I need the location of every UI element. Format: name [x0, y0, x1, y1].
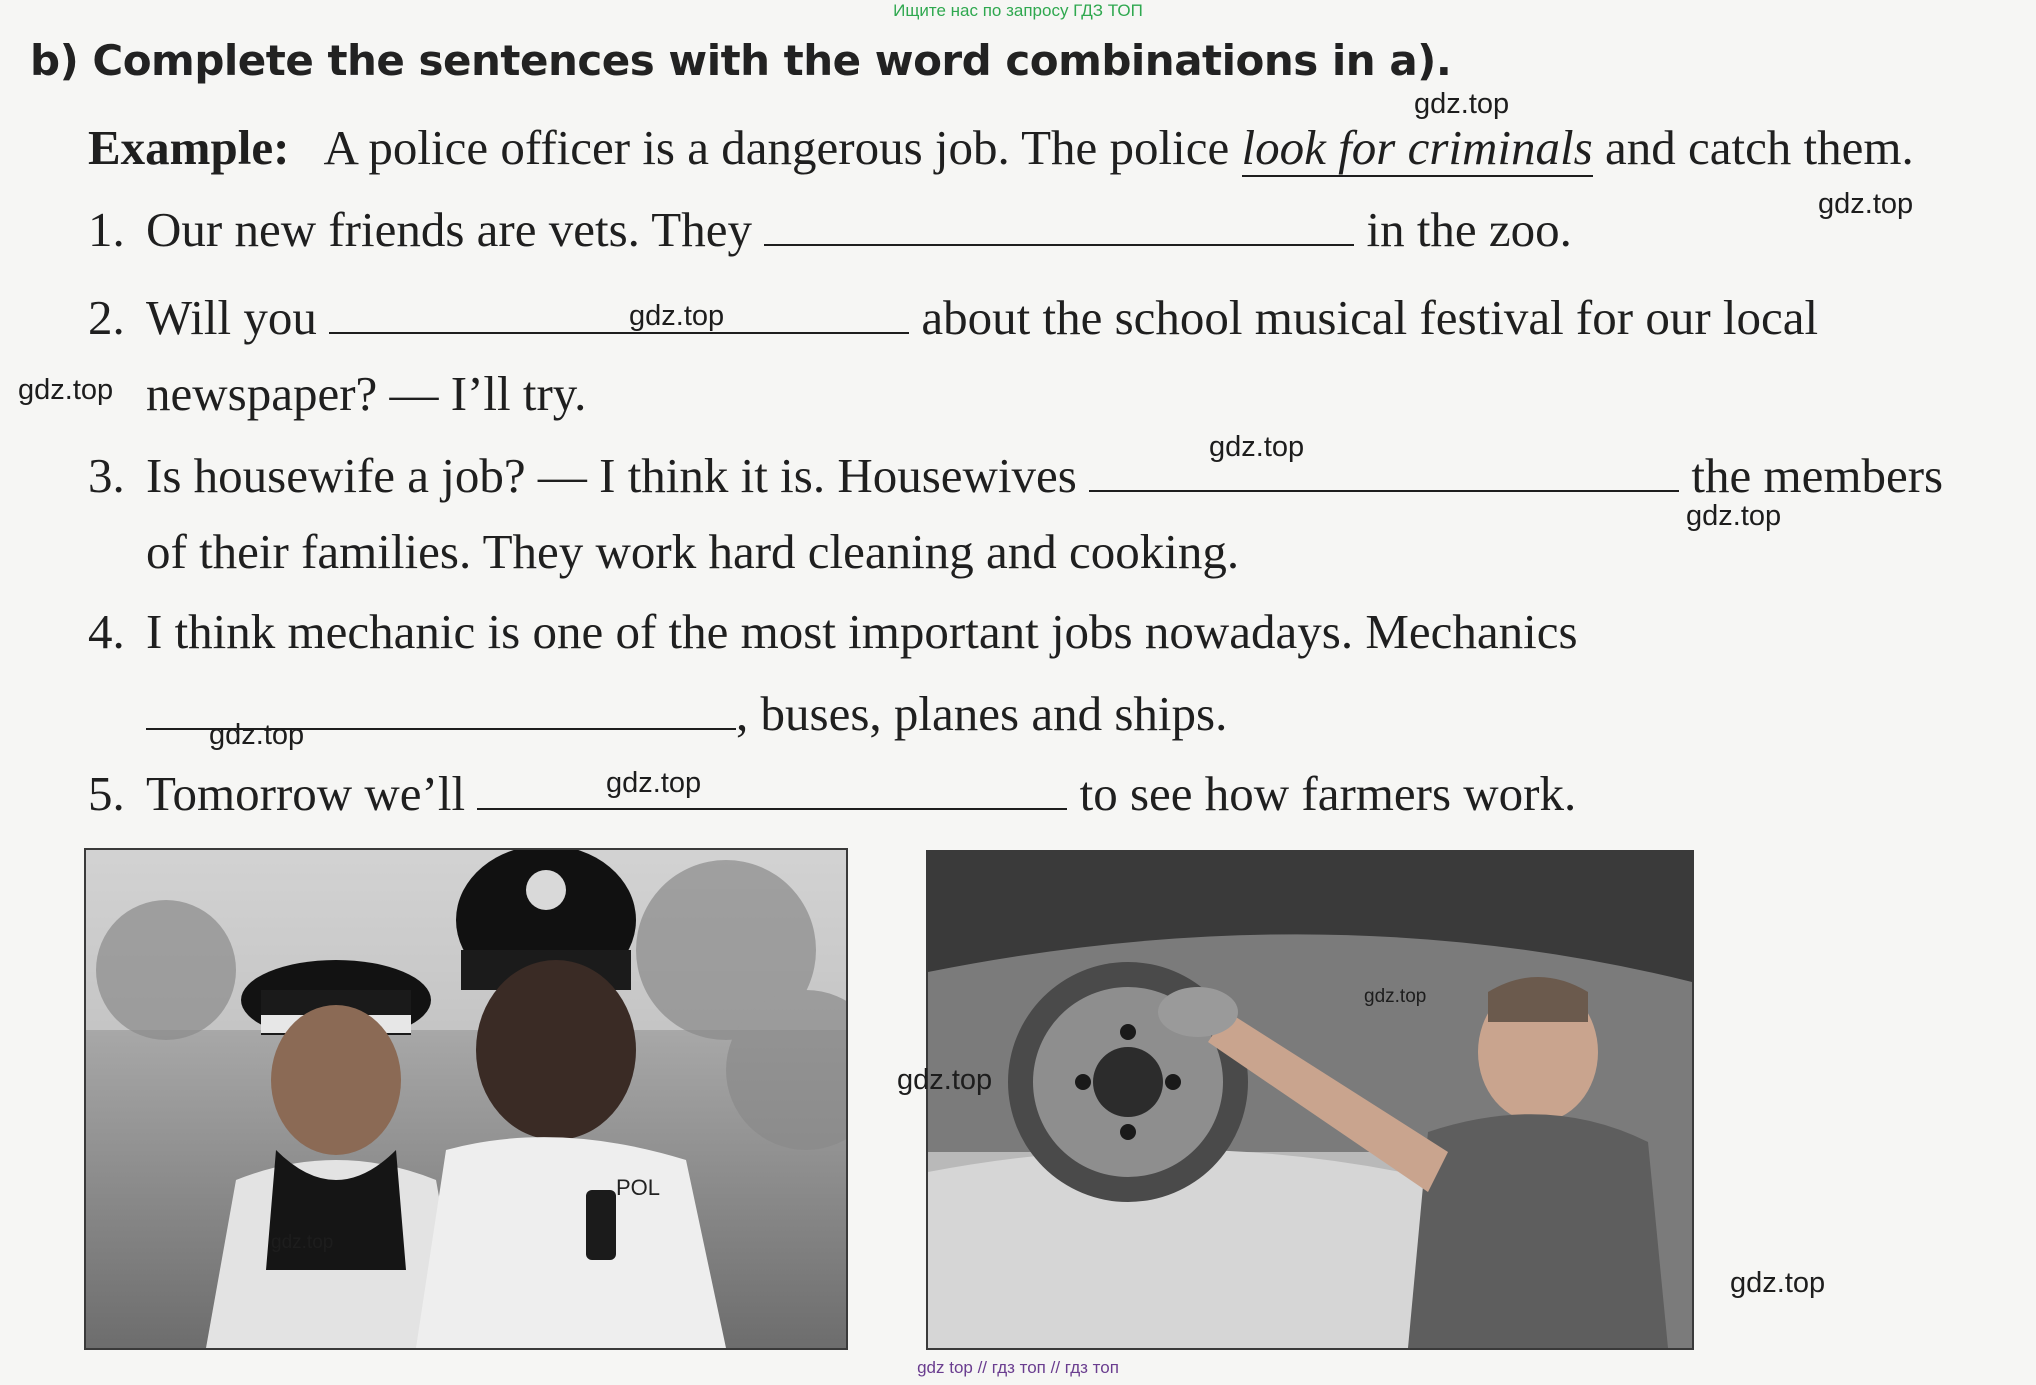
watermark-text: gdz.top: [606, 767, 702, 799]
answer-blank[interactable]: [764, 198, 1354, 246]
watermark-text: gdz.top: [271, 1232, 334, 1253]
answer-blank[interactable]: [1089, 444, 1679, 492]
sentence-text: about the school musical festival for our local: [921, 290, 1819, 345]
watermark-text: gdz.top: [897, 1064, 993, 1096]
police-photo-illustration: [86, 850, 846, 1348]
sentence-1: [88, 198, 1572, 260]
item-number: 4.: [88, 604, 125, 659]
sentence-text: , buses, planes and ships.: [736, 686, 1228, 741]
item-number: 3.: [88, 448, 125, 503]
vest-label: POL: [616, 1175, 661, 1200]
answer-blank[interactable]: [329, 286, 909, 334]
watermark-text: gdz.top: [1209, 431, 1305, 463]
sentence-text: Will you: [146, 290, 317, 345]
mechanic-photo-illustration: [928, 852, 1692, 1348]
watermark-text: gdz.top: [1730, 1267, 1826, 1299]
sentence-3: [88, 444, 1943, 506]
sentence-5: [88, 762, 1576, 824]
top-banner[interactable]: Ищите нас по запросу ГДЗ ТОП: [893, 1, 1143, 20]
footer-links[interactable]: gdz top // гдз топ // гдз топ: [917, 1358, 1119, 1377]
sentence-4-continued: [146, 682, 1227, 744]
item-number: 5.: [88, 766, 125, 821]
watermark-text: gdz.top: [1364, 986, 1427, 1007]
item-number: 2.: [88, 290, 125, 345]
sentence-3-continued: of their families. They work hard cleaning and cooking.: [146, 524, 1240, 579]
watermark-text: gdz.top: [1414, 88, 1510, 120]
example-answer: look for criminals: [1241, 120, 1593, 175]
police-officers-photo: [84, 848, 848, 1350]
item-number: 1.: [88, 202, 125, 257]
sentence-text: Is housewife a job? — I think it is. Housewives: [146, 448, 1077, 503]
example-line: [88, 118, 1914, 178]
sentence-2-continued: newspaper? — I’ll try.: [146, 366, 587, 421]
answer-blank[interactable]: [477, 762, 1067, 810]
sentence-text: I think mechanic is one of the most important jobs nowadays. Mechanics: [146, 604, 1578, 659]
exercise-heading: b) Complete the sentences with the word combinations in a).: [30, 36, 1452, 85]
mechanic-photo: [926, 850, 1694, 1350]
watermark-text: gdz.top: [1818, 188, 1914, 220]
example-text-before: A police officer is a dangerous job. The police: [323, 120, 1230, 175]
example-label: Example:: [88, 120, 290, 175]
sentence-text: Our new friends are vets. They: [146, 202, 752, 257]
sentence-2: [88, 286, 1818, 348]
watermark-text: gdz.top: [18, 374, 114, 406]
sentence-text: in the zoo.: [1366, 202, 1572, 257]
sentence-text: the members: [1691, 448, 1944, 503]
watermark-text: gdz.top: [1686, 500, 1782, 532]
watermark-text: gdz.top: [629, 300, 725, 332]
sentence-text: to see how farmers work.: [1079, 766, 1577, 821]
sentence-4: [88, 602, 1578, 662]
watermark-text: gdz.top: [209, 719, 305, 751]
sentence-text: Tomorrow we’ll: [146, 766, 466, 821]
example-text-after: and catch them.: [1604, 120, 1914, 175]
